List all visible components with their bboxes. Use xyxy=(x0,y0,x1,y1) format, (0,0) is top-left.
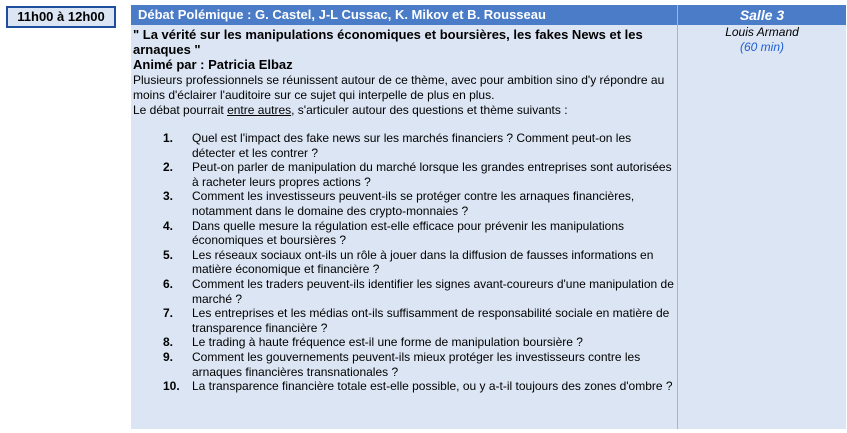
session-intro: Plusieurs professionnels se réunissent autour de ce thème, avec pour ambition sino d'y répondre au moins d'éclairer l'auditoire sur ce sujet qui interpelle de plus en plus. xyxy=(133,73,665,102)
session-intro-2 xyxy=(133,103,675,118)
question-text: Les entreprises et les médias ont-ils suffisamment de responsabilité sociale en matière de transparence financière ? xyxy=(192,306,670,335)
session-cell xyxy=(131,5,678,429)
question-number: 3. xyxy=(163,189,174,204)
session-moderator: Animé par : Patricia Elbaz xyxy=(133,57,293,72)
session-title: " La vérité sur les manipulations économiques et boursières, les fakes News et les arnaques " xyxy=(133,27,643,57)
question-number: 2. xyxy=(163,160,174,175)
room-name: Salle 3 xyxy=(678,5,846,25)
question-item xyxy=(133,335,675,350)
session-content xyxy=(133,27,675,394)
question-number: 6. xyxy=(163,276,174,291)
intro-2-underlined: entre autres xyxy=(227,103,292,117)
question-text: Comment les gouvernements peuvent-ils mieux protéger les investisseurs contre les arnaques financières transnationales ? xyxy=(192,349,641,379)
question-text: Quel est l'impact des fake news sur les marchés financiers ? Comment peut-on les détecter et les contrer ? xyxy=(192,131,632,160)
question-text: Peut-on parler de manipulation du marché lorsque les grandes entreprises sont autorisées à racheter leurs propres actions ? xyxy=(192,160,672,189)
question-number: 8. xyxy=(163,335,174,350)
question-item xyxy=(133,248,675,277)
intro-2-suffix: , s'articuler autour des questions et thème suivants : xyxy=(291,103,568,117)
question-number: 1. xyxy=(163,131,174,145)
room-duration: (60 min) xyxy=(739,40,784,54)
time-column xyxy=(0,0,128,433)
question-item xyxy=(133,350,675,379)
question-text: Dans quelle mesure la régulation est-elle efficace pour prévenir les manipulations économiques et boursières ? xyxy=(192,218,625,248)
question-text: Le trading à haute fréquence est-il une forme de manipulation boursière ? xyxy=(192,335,583,350)
question-item xyxy=(133,160,675,189)
question-item xyxy=(133,379,675,394)
session-header: Débat Polémique : G. Castel, J-L Cussac, K. Mikov et B. Rousseau xyxy=(131,5,677,25)
question-number: 5. xyxy=(163,247,174,262)
question-text: Les réseaux sociaux ont-ils un rôle à jouer dans la diffusion de fausses informations en matière économique et financière ? xyxy=(192,247,654,277)
question-text: Comment les investisseurs peuvent-ils se protéger contre les arnaques financières, notamment dans le domaine des crypto-monnaies ? xyxy=(192,189,635,218)
question-number: 9. xyxy=(163,349,174,364)
question-item xyxy=(133,189,675,218)
questions-list xyxy=(133,131,675,394)
intro-2-prefix: Le débat pourrait xyxy=(133,103,228,117)
room-speaker: Louis Armand xyxy=(725,25,799,39)
room-cell xyxy=(678,5,846,429)
question-item xyxy=(133,306,675,335)
question-number: 4. xyxy=(163,218,174,233)
question-number: 10. xyxy=(163,379,180,394)
question-text: Comment les traders peuvent-ils identifier les signes avant-coureurs d'une manipulation de marché ? xyxy=(192,276,674,306)
question-number: 7. xyxy=(163,306,174,321)
time-slot-badge: 11h00 à 12h00 xyxy=(6,6,116,28)
question-item xyxy=(133,219,675,248)
question-item xyxy=(133,131,675,160)
question-text: La transparence financière totale est-elle possible, ou y a-t-il toujours des zones d'ombre ? xyxy=(192,379,673,394)
question-item xyxy=(133,277,675,306)
